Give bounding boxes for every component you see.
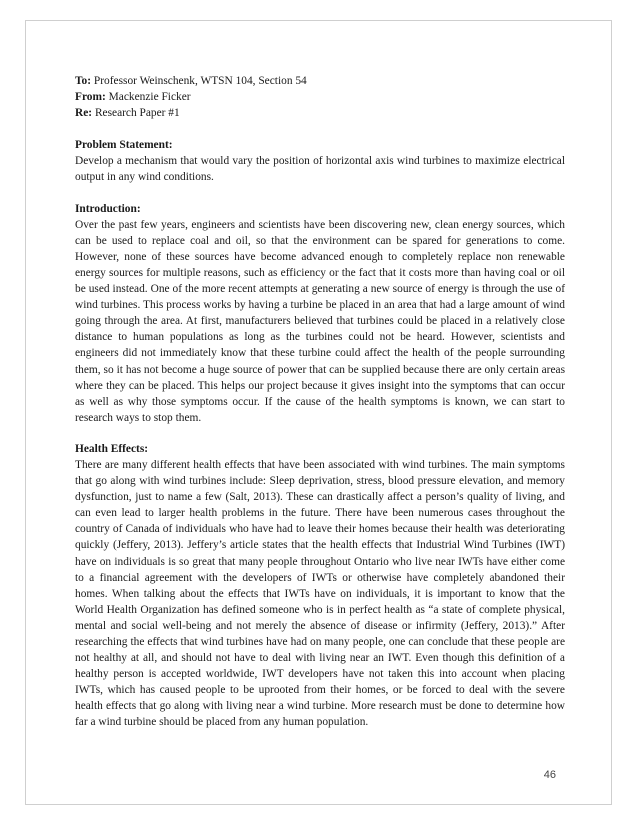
page-number: 46 — [543, 769, 556, 781]
introduction-heading: Introduction: — [75, 202, 141, 215]
memo-to-value: Professor Weinschenk, WTSN 104, Section 54 — [93, 75, 307, 87]
memo-to-line — [75, 73, 565, 89]
document-body — [75, 73, 565, 746]
health-effects-section — [75, 441, 565, 731]
memo-re-line — [75, 105, 565, 121]
introduction-body: Over the past few years, engineers and scientists have been discovering new, clean energy sources, which can be used to replace coal and oil, so that the environment can be spared for generations to come. However, none of these sources have become advanced enough to completely replace non renewable energy sources for multiple reasons, such as efficiency or the fact that it costs more than having coal or oil be used instead. One of the more recent attempts at generating a new source of energy is through the use of wind turbines. This process works by having a turbine be placed in an area that had a large amount of wind going through the area. At first, manufacturers believed that turbines could be placed in a relatively close distance to human populations as long as the turbines could not be heard. However, scientists and engineers did not immediately know that these turbine could affect the health of the people surrounding them, so it has not become a huge source of power that can be supplied because there are only certain areas where they can be placed. This helps our project because it gives insight into the symptoms that can occur as well as why those symptoms occur. If the cause of the health symptoms is known, we can start to research ways to stop them. — [75, 218, 565, 424]
memo-from-value: Mackenzie Ficker — [108, 91, 191, 104]
memo-to-label: To: — [75, 75, 92, 87]
memo-header — [75, 73, 565, 121]
memo-re-value: Research Paper #1 — [94, 107, 180, 120]
health-effects-heading: Health Effects: — [75, 442, 149, 455]
problem-statement-body: Develop a mechanism that would vary the position of horizontal axis wind turbines to maximize electrical output in any wind conditions. — [75, 155, 565, 184]
health-effects-body: There are many different health effects that have been associated with wind turbines. The main symptoms that go along with wind turbines include: Sleep deprivation, stress, blood pressure elevation, and memory dysfunction, just to name a few (Salt, 2013). These can drastically affect a person’s quality of living, and can even lead to larger health problems in the future. There have been numerous cases throughout the country of Canada of individuals who have had to leave their homes because their health was deteriorating quickly (Jeffery, 2013). Jeffery’s article states that the health effects that Industrial Wind Turbines (IWT) have on individuals is so great that many people throughout Ontario who live near IWTs have either come to a financial agreement with the developers of IWTs or otherwise have completely abandoned their homes. When talking about the effects that IWTs have on individuals, it is important to know that the World Health Organization has defined someone who is in perfect health as “a state of complete physical, mental and social well-being and not merely the absence of disease or infirmity (Jeffery, 2013).” After researching the effects that wind turbines have had on many people, one can conclude that these people are not healthy at all, and should not have to deal with living near an IWT. Even though this definition of a healthy person is accepted worldwide, IWT developers have not taken this into account when placing IWTs, which has caused people to be uprooted from their homes, or be forced to deal with the severe health effects that go along with living near a wind turbine. More research must be done to determine how far a wind turbine should be placed from any human population. — [75, 458, 565, 729]
memo-from-label: From: — [75, 91, 106, 104]
problem-statement-section — [75, 137, 565, 185]
introduction-section — [75, 201, 565, 426]
memo-from-line — [75, 89, 565, 105]
memo-re-label: Re: — [75, 107, 93, 120]
problem-statement-heading: Problem Statement: — [75, 139, 173, 152]
